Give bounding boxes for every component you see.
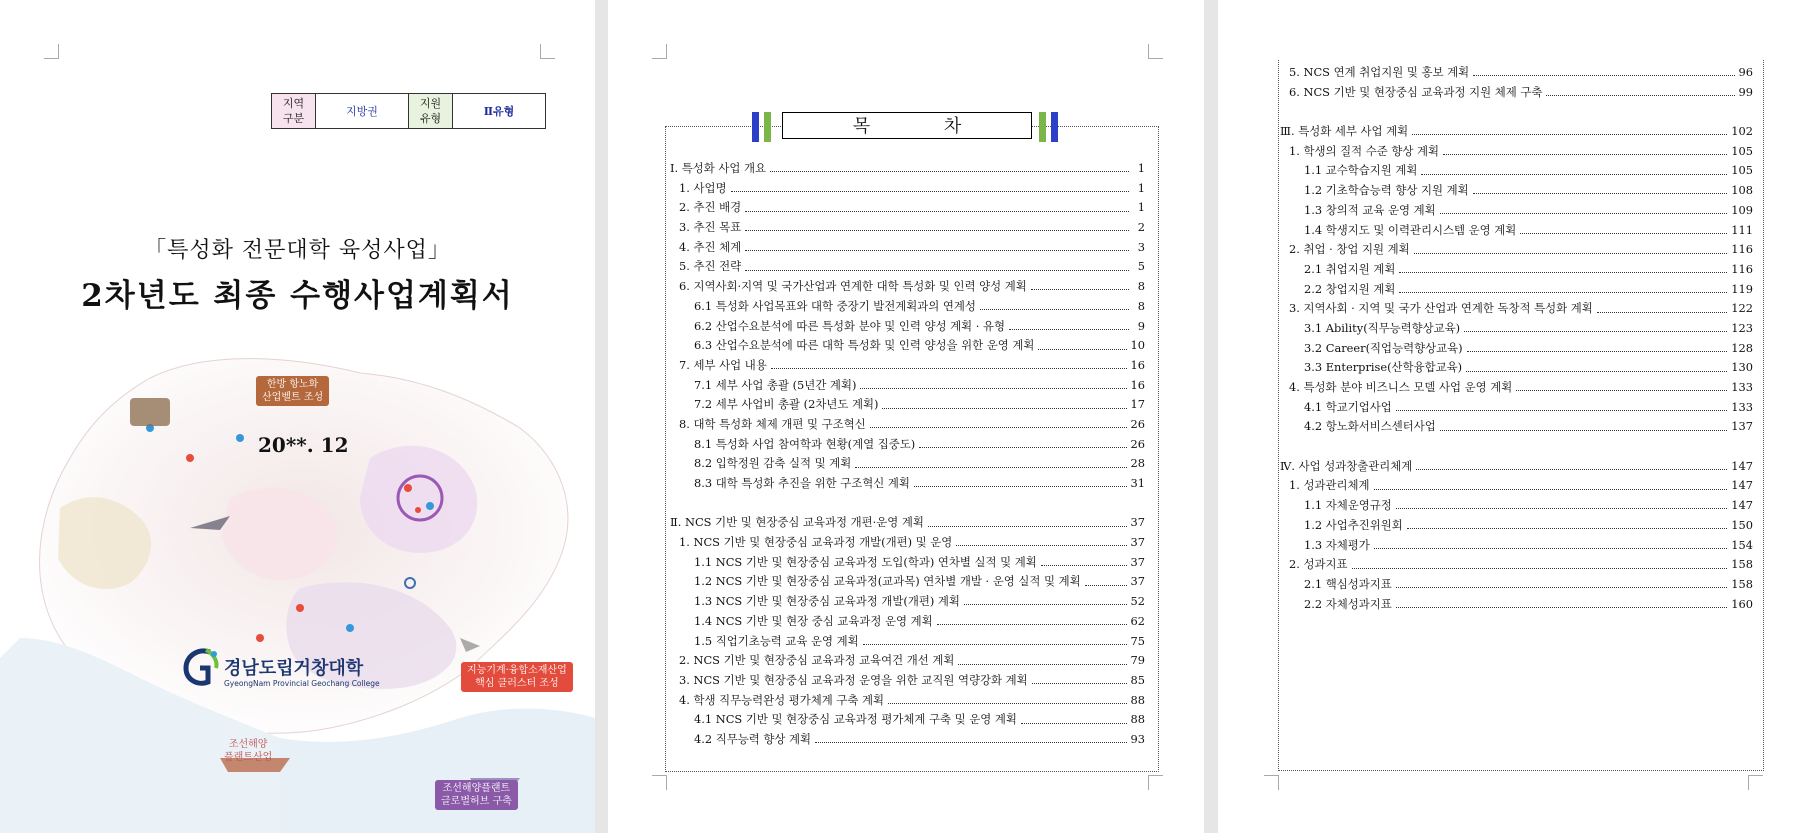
toc-entry-title: 1.1 NCS 기반 및 현장중심 교육과정 도입(학과) 연차별 실적 및 계획 [694, 554, 1037, 569]
toc-entry-title: 2.1 핵심성과지표 [1304, 576, 1392, 591]
toc-entry-page: 122 [1731, 301, 1753, 316]
toc-entry [1280, 536, 1753, 556]
toc-entry [670, 730, 1145, 750]
toc-leader-dots [882, 408, 1126, 409]
toc-entry [670, 612, 1145, 632]
toc-entry-page: 52 [1130, 594, 1145, 609]
toc-entry [1280, 260, 1753, 280]
toc-entry [670, 592, 1145, 612]
toc-entry-title: 1.3 자체평가 [1304, 537, 1370, 552]
toc-entry-title: 6. NCS 기반 및 현장중심 교육과정 지원 체제 구축 [1289, 84, 1543, 99]
toc-entry-title: 5. NCS 연계 취업지원 및 홍보 계획 [1289, 65, 1470, 79]
toc-entry-title: 4.2 항노화서비스센터사업 [1304, 419, 1436, 434]
toc-leader-dots [1396, 508, 1727, 509]
toc-entry [670, 474, 1145, 494]
toc-page-1 [608, 0, 1204, 833]
toc-leader-dots [745, 250, 1129, 251]
toc-entry [670, 533, 1145, 553]
toc-leader-dots [1009, 329, 1129, 330]
toc-entry [670, 632, 1145, 652]
support-label: 지원 유형 [409, 94, 453, 129]
toc-entry-title: 1.5 직업기초능력 교육 운영 계획 [694, 633, 859, 648]
toc-entry-title: 1.2 사업추진위원회 [1304, 517, 1403, 532]
toc-leader-dots [1032, 683, 1127, 684]
toc-entry [1280, 516, 1753, 536]
toc-entry [670, 198, 1145, 218]
toc-entry-page: 96 [1738, 65, 1753, 79]
toc-entry [1280, 358, 1753, 378]
cover-title: 2차년도 최종 수행사업계획서 [81, 278, 514, 314]
toc-leader-dots [980, 309, 1129, 310]
toc-entry-title: 8.1 특성화 사업 참여학과 현황(계열 집중도) [694, 436, 916, 451]
toc-entry-page: 147 [1731, 498, 1753, 513]
toc-entry [670, 159, 1145, 179]
map-label-anti-aging-belt: 한방 항노화 산업벨트 조성 [256, 376, 329, 406]
toc-entry-page: 128 [1731, 340, 1753, 355]
toc-entry [1280, 63, 1753, 83]
heading-bar [764, 112, 771, 142]
crop-mark [652, 44, 667, 59]
toc-entry-title: 6.1 특성화 사업목표와 대학 중장기 발전계획과의 연계성 [694, 298, 976, 313]
toc-leader-dots [964, 604, 1127, 605]
toc-entry-title: 4. 추진 체계 [679, 239, 742, 254]
toc-entry [1280, 201, 1753, 221]
college-name-ko: 경남도립거창대학 [224, 658, 364, 679]
toc-entry-title: 4. 학생 직무능력완성 평가체계 구축 계획 [679, 692, 885, 707]
toc-entry-page: 16 [1130, 357, 1145, 372]
toc-entry [670, 454, 1145, 474]
toc-entry-page: 93 [1130, 731, 1145, 746]
toc-entry [1280, 161, 1753, 181]
toc-entry-page: 3 [1137, 239, 1145, 254]
toc-leader-dots [1085, 585, 1127, 586]
toc-entry-title: Ⅰ. 특성화 사업 개요 [670, 161, 767, 175]
toc-entry-title: 1.3 창의적 교육 운영 계획 [1304, 202, 1436, 217]
toc-entry-page: 26 [1130, 416, 1145, 431]
toc-entry [1280, 299, 1753, 319]
toc-entry-page: 37 [1130, 535, 1145, 550]
toc-entry-page: 1 [1137, 161, 1145, 175]
toc-leader-dots [1546, 95, 1734, 96]
toc-entry-title: 1.1 자체운영규정 [1304, 498, 1392, 513]
college-name-en: GyeongNam Provincial Geochang College [224, 679, 380, 688]
map-label-machinery-cluster: 지능기계·융합소재산업 핵심 클러스터 조성 [461, 662, 573, 692]
region-label: 지역 구분 [272, 94, 316, 129]
toc-entry-page: 133 [1731, 380, 1753, 394]
toc-entry [1280, 240, 1753, 260]
toc-leader-dots [1399, 292, 1727, 293]
toc-leader-dots [745, 230, 1129, 231]
toc-entry-title: 1.4 학생지도 및 이력관리시스템 운영 계획 [1304, 222, 1517, 237]
toc-entry [670, 710, 1145, 730]
toc-entry [670, 277, 1145, 297]
toc-entry-page: 2 [1137, 220, 1145, 235]
toc-entry-title: 4. 특성화 분야 비즈니스 모델 사업 운영 계획 [1289, 380, 1513, 394]
map-label-shipbuilding-hub: 조선해양플랜트 글로벌허브 구축 [435, 780, 518, 810]
toc-leader-dots [1412, 134, 1727, 135]
toc-entry-page: 109 [1731, 202, 1753, 217]
toc-entry-title: 6.3 산업수요분석에 따른 대학 특성화 및 인력 양성을 위한 운영 계획 [694, 338, 1035, 353]
gyeongnam-map-illustration [0, 338, 595, 833]
toc-entry-page: 158 [1731, 557, 1753, 572]
toc-leader-dots [1516, 390, 1727, 391]
toc-entry-page: 105 [1731, 143, 1753, 158]
toc-leader-dots [956, 545, 1126, 546]
crop-mark [1148, 44, 1163, 59]
toc-entry [1280, 595, 1753, 615]
toc-leader-dots [870, 427, 1127, 428]
toc-entry [670, 257, 1145, 277]
heading-bar [1051, 112, 1058, 142]
toc-leader-dots [1466, 371, 1727, 372]
crop-mark [652, 775, 667, 790]
toc-entry [670, 317, 1145, 337]
toc-entry-title: 1.1 교수학습지원 계획 [1304, 163, 1418, 178]
toc-leader-dots [1352, 568, 1728, 569]
toc-entry [1280, 575, 1753, 595]
toc-entry-title: 1.3 NCS 기반 및 현장중심 교육과정 개발(개편) 계획 [694, 594, 960, 609]
toc-entry-page: 8 [1137, 298, 1145, 313]
toc-entry-page: 62 [1130, 613, 1145, 628]
toc-entry-title: 4.1 NCS 기반 및 현장중심 교육과정 평가체계 구축 및 운영 계획 [694, 712, 1017, 727]
toc-entry [1280, 417, 1753, 437]
toc-leader-dots [1374, 489, 1728, 490]
toc-entry [1280, 476, 1753, 496]
toc-entry-title: 7. 세부 사업 내용 [679, 357, 767, 372]
toc-entry-title: Ⅳ. 사업 성과창출관리체계 [1280, 458, 1413, 473]
toc-leader-dots [1399, 272, 1727, 273]
toc-entry-title: 8.3 대학 특성화 추진을 위한 구조혁신 계획 [694, 476, 910, 490]
toc-entry-page: 16 [1130, 377, 1145, 392]
crop-mark [1148, 775, 1163, 790]
toc-entry-title: 7.2 세부 사업비 총괄 (2차년도 계획) [694, 397, 879, 412]
toc-leader-dots [1464, 331, 1727, 332]
toc-entry-title: 1. NCS 기반 및 현장중심 교육과정 개발(개편) 및 운영 [679, 535, 953, 550]
toc-entry-page: 150 [1731, 517, 1753, 532]
toc-entry-title: 3.2 Career(직업능력향상교육) [1304, 340, 1463, 355]
toc-entry-page: 75 [1130, 633, 1145, 648]
toc-leader-dots [863, 644, 1127, 645]
toc-entry [670, 297, 1145, 317]
toc-entry-page: 85 [1130, 672, 1145, 687]
toc-entry-page: 99 [1738, 84, 1753, 99]
toc-entry-page: 8 [1137, 279, 1145, 294]
toc-entry [1280, 319, 1753, 339]
toc-entry-page: 158 [1731, 576, 1753, 591]
toc-leader-dots [1396, 607, 1727, 608]
toc-spacer [1280, 102, 1753, 122]
crop-mark [1264, 775, 1279, 790]
toc-entry [1280, 280, 1753, 300]
toc-entry-page: 105 [1731, 163, 1753, 178]
toc-entry-title: Ⅲ. 특성화 세부 사업 계획 [1280, 124, 1409, 139]
toc-entry-page: 154 [1731, 537, 1753, 552]
toc-entry-title: 2. 성과지표 [1289, 557, 1348, 572]
support-value: Ⅱ유형 [453, 94, 546, 129]
toc-entry-title: 4.1 학교기업사업 [1304, 399, 1392, 414]
toc-entry [670, 435, 1145, 455]
toc-leader-dots [1021, 723, 1127, 724]
map-label-shipbuilding-industry: 조선해양 플랜트산업 [224, 739, 273, 763]
toc-leader-dots [1520, 233, 1727, 234]
toc-entry [670, 572, 1145, 592]
toc-leader-dots [1473, 193, 1728, 194]
toc-leader-dots [745, 211, 1129, 212]
toc-leader-dots [958, 664, 1126, 665]
toc-entry [1280, 555, 1753, 575]
toc-entry [670, 415, 1145, 435]
toc-leader-dots [1416, 469, 1727, 470]
toc-entry-page: 137 [1731, 419, 1753, 434]
toc-list [670, 159, 1145, 750]
toc-entry-title: 3. 추진 목표 [679, 220, 742, 235]
toc-entry-page: 28 [1130, 456, 1145, 471]
toc-entry-title: 1. 사업명 [679, 180, 727, 195]
toc-entry-title: 1.2 기초학습능력 향상 지원 계획 [1304, 183, 1469, 198]
toc-entry [670, 691, 1145, 711]
toc-entry [670, 179, 1145, 199]
toc-entry-page: 5 [1137, 259, 1145, 274]
toc-entry-page: 160 [1731, 596, 1753, 611]
toc-spacer [670, 494, 1145, 514]
toc-leader-dots [914, 486, 1127, 487]
toc-entry-title: 8.2 입학정원 감축 실적 및 계획 [694, 456, 852, 471]
toc-list [1280, 63, 1753, 614]
toc-entry-title: 1. 학생의 질적 수준 향상 계획 [1289, 143, 1440, 158]
toc-entry [1280, 457, 1753, 477]
toc-entry-page: 37 [1130, 515, 1145, 530]
toc-leader-dots [731, 191, 1130, 192]
toc-entry-page: 10 [1130, 338, 1145, 353]
toc-leader-dots [815, 742, 1126, 743]
toc-entry-page: 9 [1137, 318, 1145, 333]
toc-entry-page: 37 [1130, 574, 1145, 589]
toc-entry [670, 376, 1145, 396]
toc-entry-title: 4.2 직무능력 향상 계획 [694, 731, 812, 746]
toc-spacer [1280, 437, 1753, 457]
toc-leader-dots [928, 526, 1127, 527]
toc-entry-page: 31 [1130, 476, 1145, 490]
toc-entry-title: 2.1 취업지원 계획 [1304, 261, 1396, 276]
toc-leader-dots [860, 388, 1126, 389]
toc-leader-dots [1440, 213, 1728, 214]
toc-leader-dots [1473, 75, 1734, 76]
region-value: 지방권 [316, 94, 409, 129]
toc-leader-dots [1374, 548, 1728, 549]
crop-mark [1748, 775, 1763, 790]
toc-leader-dots [937, 624, 1127, 625]
toc-entry-title: 2. NCS 기반 및 현장중심 교육과정 교육여건 개선 계획 [679, 653, 955, 668]
toc-leader-dots [770, 171, 1129, 172]
toc-entry-page: 17 [1130, 397, 1145, 412]
toc-entry-page: 79 [1130, 653, 1145, 668]
toc-entry-title: 3. NCS 기반 및 현장중심 교육과정 운영을 위한 교직원 역량강화 계획 [679, 672, 1028, 687]
toc-entry [1280, 339, 1753, 359]
toc-entry-title: 7.1 세부 사업 총괄 (5년간 계획) [694, 377, 857, 392]
toc-leader-dots [1421, 174, 1727, 175]
toc-leader-dots [1443, 154, 1727, 155]
toc-entry-title: 2.2 창업지원 계획 [1304, 281, 1396, 296]
toc-entry-title: 3. 지역사회 · 지역 및 국가 산업과 연계한 독창적 특성화 계획 [1289, 301, 1593, 316]
toc-entry [1280, 378, 1753, 398]
toc-entry-page: 108 [1731, 183, 1753, 198]
toc-page-2 [1218, 0, 1806, 833]
toc-leader-dots [1414, 253, 1728, 254]
crop-mark [540, 44, 555, 59]
cover-date: 20**. 12 [258, 433, 349, 457]
toc-leader-dots [1038, 349, 1126, 350]
toc-entry-page: 111 [1731, 222, 1753, 237]
toc-entry-page: 26 [1130, 436, 1145, 451]
toc-leader-dots [1031, 289, 1129, 290]
toc-leader-dots [1440, 430, 1727, 431]
toc-entry-page: 147 [1731, 458, 1753, 473]
toc-entry-page: 102 [1731, 124, 1753, 139]
toc-entry [670, 553, 1145, 573]
toc-entry-title: 3.1 Ability(직무능력향상교육) [1304, 320, 1461, 335]
heading-bar [1039, 112, 1046, 142]
toc-entry-title: 1. 성과관리체계 [1289, 478, 1370, 493]
toc-entry-title: 3.3 Enterprise(산학융합교육) [1304, 360, 1463, 375]
toc-entry [1280, 398, 1753, 418]
toc-entry-title: 8. 대학 특성화 체제 개편 및 구조혁신 [679, 416, 866, 431]
toc-leader-dots [1041, 565, 1127, 566]
toc-entry [670, 218, 1145, 238]
toc-entry [1280, 142, 1753, 162]
toc-entry-page: 116 [1731, 242, 1753, 257]
heading-bar [752, 112, 759, 142]
toc-entry-title: 2. 추진 배경 [679, 200, 742, 215]
toc-entry [1280, 83, 1753, 103]
toc-entry [1280, 181, 1753, 201]
toc-entry-page: 1 [1137, 180, 1145, 195]
toc-leader-dots [771, 368, 1127, 369]
toc-entry-title: 1.4 NCS 기반 및 현장 중심 교육과정 운영 계획 [694, 613, 933, 628]
toc-entry-page: 37 [1130, 554, 1145, 569]
toc-entry-page: 119 [1731, 281, 1753, 296]
toc-entry-page: 116 [1731, 261, 1753, 276]
toc-leader-dots [1597, 312, 1727, 313]
toc-entry [670, 238, 1145, 258]
toc-entry [1280, 496, 1753, 516]
toc-entry-title: 6.2 산업수요분석에 따른 특성화 분야 및 인력 양성 계획 · 유형 [694, 318, 1006, 333]
toc-entry [670, 513, 1145, 533]
toc-entry-page: 133 [1731, 399, 1753, 414]
toc-entry [1280, 221, 1753, 241]
region-type-table [271, 93, 546, 129]
toc-entry-title: Ⅱ. NCS 기반 및 현장중심 교육과정 개편·운영 계획 [670, 515, 924, 530]
toc-entry [1280, 122, 1753, 142]
toc-entry-title: 1.2 NCS 기반 및 현장중심 교육과정(교과목) 연차별 개발 · 운영 실적 및 계획 [694, 574, 1081, 589]
toc-heading [752, 112, 1064, 140]
toc-entry [670, 395, 1145, 415]
toc-entry-title: 6. 지역사회·지역 및 국가산업과 연계한 대학 특성화 및 인력 양성 계획 [679, 279, 1027, 294]
toc-entry-page: 88 [1130, 692, 1145, 707]
toc-entry [670, 336, 1145, 356]
toc-leader-dots [888, 703, 1126, 704]
cover-page [0, 0, 595, 833]
toc-leader-dots [1407, 528, 1727, 529]
toc-leader-dots [1396, 587, 1727, 588]
toc-entry-page: 88 [1130, 712, 1145, 727]
toc-entry-page: 147 [1731, 478, 1753, 493]
toc-leader-dots [1396, 410, 1727, 411]
toc-entry-page: 130 [1731, 360, 1753, 375]
toc-leader-dots [745, 270, 1129, 271]
toc-entry [670, 356, 1145, 376]
toc-entry-title: 2. 취업 · 창업 지원 계획 [1289, 242, 1410, 257]
toc-leader-dots [919, 447, 1126, 448]
toc-entry-title: 5. 추진 전략 [679, 259, 742, 274]
toc-entry-page: 123 [1731, 320, 1753, 335]
toc-leader-dots [855, 467, 1126, 468]
crop-mark [44, 44, 59, 59]
toc-leader-dots [1467, 351, 1728, 352]
toc-entry-title: 2.2 자체성과지표 [1304, 596, 1392, 611]
cover-subtitle: 「특성화 전문대학 육성사업」 [144, 238, 451, 263]
toc-entry [670, 671, 1145, 691]
toc-entry-page: 1 [1137, 200, 1145, 215]
toc-entry [670, 651, 1145, 671]
college-logo-icon [180, 646, 222, 688]
toc-title: 목 차 [782, 112, 1032, 139]
